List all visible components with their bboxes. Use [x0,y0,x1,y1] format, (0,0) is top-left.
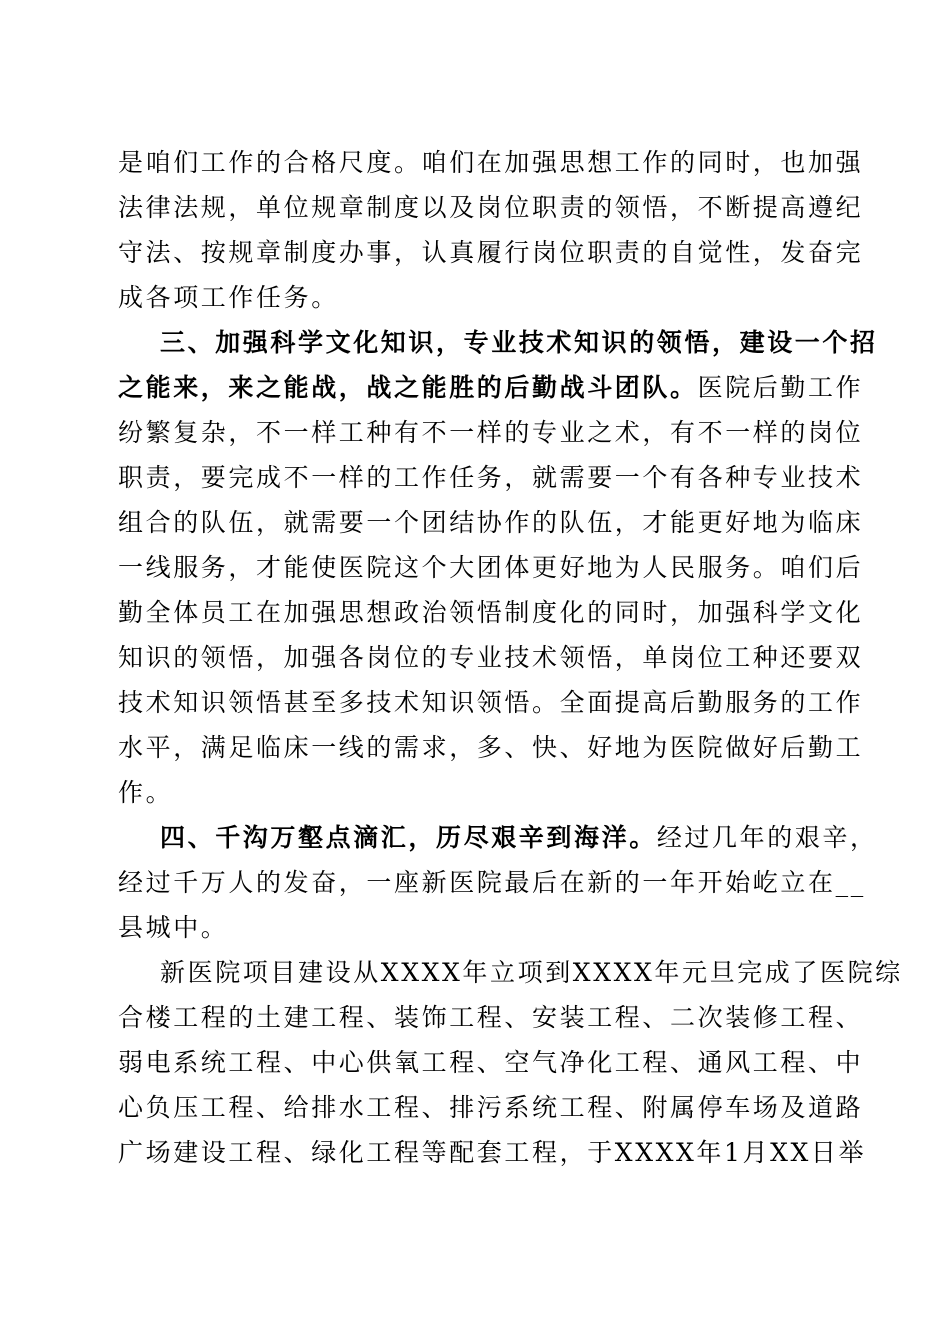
body-text-line: 心负压工程、给排水工程、排污系统工程、附属停车场及道路 [118,1093,864,1122]
body-text-line: 广场建设工程、绿化工程等配套工程，于XXXX年1月XX日举 [118,1138,867,1167]
body-text-line: 县城中。 [118,913,229,942]
body-text-line: 是咱们工作的合格尺度。咱们在加强思想工作的同时，也加强 [118,148,864,177]
section3-heading-end: 之能来，来之能战，战之能胜的后勤战斗团队。 [118,373,698,402]
section4-heading: 四、千沟万壑点滴汇，历尽艰辛到海洋。 [160,823,657,852]
body-text-line: 技术知识领悟甚至多技术知识领悟。全面提高后勤服务的工作 [118,688,864,717]
section4-body-start: 经过几年的艰辛， [656,823,878,852]
body-text-line: 一线服务，才能使医院这个大团体更好地为人民服务。咱们后 [118,553,864,582]
body-text-line: 法律法规，单位规章制度以及岗位职责的领悟，不断提高遵纪 [118,193,864,222]
body-text-line: 水平，满足临床一线的需求，多、快、好地为医院做好后勤工 [118,733,864,762]
body-text-line: 纷繁复杂，不一样工种有不一样的专业之术，有不一样的岗位 [118,418,864,447]
body-text-line: 经过千万人的发奋，一座新医院最后在新的一年开始屹立在__ [118,868,866,897]
body-text-line: 职责，要完成不一样的工作任务，就需要一个有各种专业技术 [118,463,864,492]
body-text-line: 勤全体员工在加强思想政治领悟制度化的同时，加强科学文化 [118,598,864,627]
body-text-line: 组合的队伍，就需要一个团结协作的队伍，才能更好地为临床 [118,508,864,537]
body-text-line: 成各项工作任务。 [118,283,339,312]
paragraph5-first-line: 新医院项目建设从XXXX年立项到XXXX年元旦完成了医院综 [160,958,903,987]
section3-heading: 三、加强科学文化知识，专业技术知识的领悟，建设一个招 [160,328,878,357]
body-text-line: 知识的领悟，加强各岗位的专业技术领悟，单岗位工种还要双 [118,643,864,672]
body-text-line: 弱电系统工程、中心供氧工程、空气净化工程、通风工程、中 [118,1048,864,1077]
section4-heading-line [160,815,878,861]
body-text-line: 守法、按规章制度办事，认真履行岗位职责的自觉性，发奋完 [118,238,864,267]
body-text-line: 作。 [118,778,174,807]
section3-body-start: 医院后勤工作 [697,373,864,402]
section3-heading-line2 [118,365,864,411]
body-text-line: 合楼工程的土建工程、装饰工程、安装工程、二次装修工程、 [118,1003,864,1032]
